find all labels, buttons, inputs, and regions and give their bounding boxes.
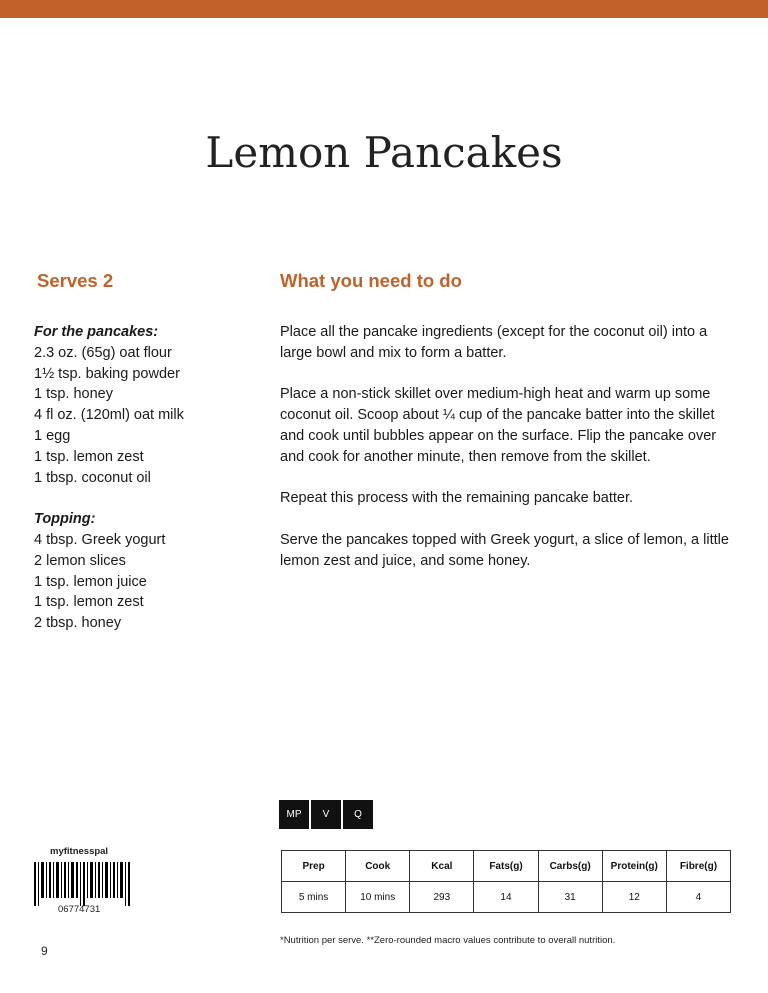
nutrition-table	[281, 850, 731, 913]
ingredient-item: 1 tbsp. coconut oil	[34, 469, 151, 486]
topping-item: 1 tsp. lemon zest	[34, 594, 144, 611]
serves-heading: Serves 2	[37, 270, 114, 291]
nutrition-value: 293	[410, 882, 474, 913]
topping-item: 1 tsp. lemon juice	[34, 573, 147, 590]
method-step: Serve the pancakes topped with Greek yogurt, a slice of lemon, a little lemon zest and juice, and some honey.	[280, 531, 729, 569]
diet-tags	[279, 800, 375, 829]
recipe-title: Lemon Pancakes	[205, 128, 563, 177]
method-step: Place all the pancake ingredients (except for the coconut oil) into a large bowl and mix to form a batter.	[280, 324, 708, 361]
topping-item: 2 tbsp. honey	[34, 615, 122, 632]
ingredient-item: 1 tsp. honey	[34, 386, 113, 403]
nutrition-header: Carbs(g)	[538, 851, 602, 882]
method-heading: What you need to do	[280, 270, 462, 291]
nutrition-value: 12	[602, 882, 666, 913]
tag-mp: MP	[279, 800, 309, 829]
ingredients-list	[34, 322, 264, 634]
nutrition-value: 10 mins	[346, 882, 410, 913]
nutrition-value: 14	[474, 882, 538, 913]
topping-item: 4 tbsp. Greek yogurt	[34, 531, 166, 548]
nutrition-header: Fats(g)	[474, 851, 538, 882]
nutrition-header: Protein(g)	[602, 851, 666, 882]
topping-item: 2 lemon slices	[34, 552, 126, 569]
nutrition-header: Prep	[282, 851, 346, 882]
topping-subheading: Topping:	[34, 511, 96, 528]
method-step: Place a non-stick skillet over medium-high heat and warm up some coconut oil. Scoop about ¼ cup of the pancake batter into the skillet and cook until bubbles appear on the surface. Flip the pancake over and cook for another minute, then remove from the skillet.	[280, 386, 717, 465]
nutrition-value: 5 mins	[282, 882, 346, 913]
ingredient-item: 1½ tsp. baking powder	[34, 365, 180, 382]
tag-v: V	[311, 800, 341, 829]
ingredient-item: 2.3 oz. (65g) oat flour	[34, 344, 172, 361]
nutrition-header: Cook	[346, 851, 410, 882]
barcode-icon	[34, 862, 130, 906]
tag-q: Q	[343, 800, 373, 829]
nutrition-header-row	[282, 851, 731, 882]
nutrition-footnote: *Nutrition per serve. **Zero-rounded macro values contribute to overall nutrition.	[280, 935, 616, 946]
pancakes-subheading: For the pancakes:	[34, 324, 159, 340]
nutrition-header: Kcal	[410, 851, 474, 882]
nutrition-value: 4	[666, 882, 730, 913]
barcode-number: 06774731	[58, 904, 101, 915]
nutrition-value: 31	[538, 882, 602, 913]
top-accent-bar	[0, 0, 768, 18]
nutrition-header: Fibre(g)	[666, 851, 730, 882]
ingredient-item: 1 egg	[34, 427, 71, 444]
nutrition-value-row	[282, 882, 731, 913]
myfitnesspal-label: myfitnesspal	[50, 846, 109, 857]
ingredient-item: 1 tsp. lemon zest	[34, 448, 144, 465]
ingredient-item: 4 fl oz. (120ml) oat milk	[34, 407, 184, 424]
method-steps	[280, 322, 740, 592]
page-number: 9	[41, 944, 48, 958]
method-step: Repeat this process with the remaining pancake batter.	[280, 490, 634, 507]
